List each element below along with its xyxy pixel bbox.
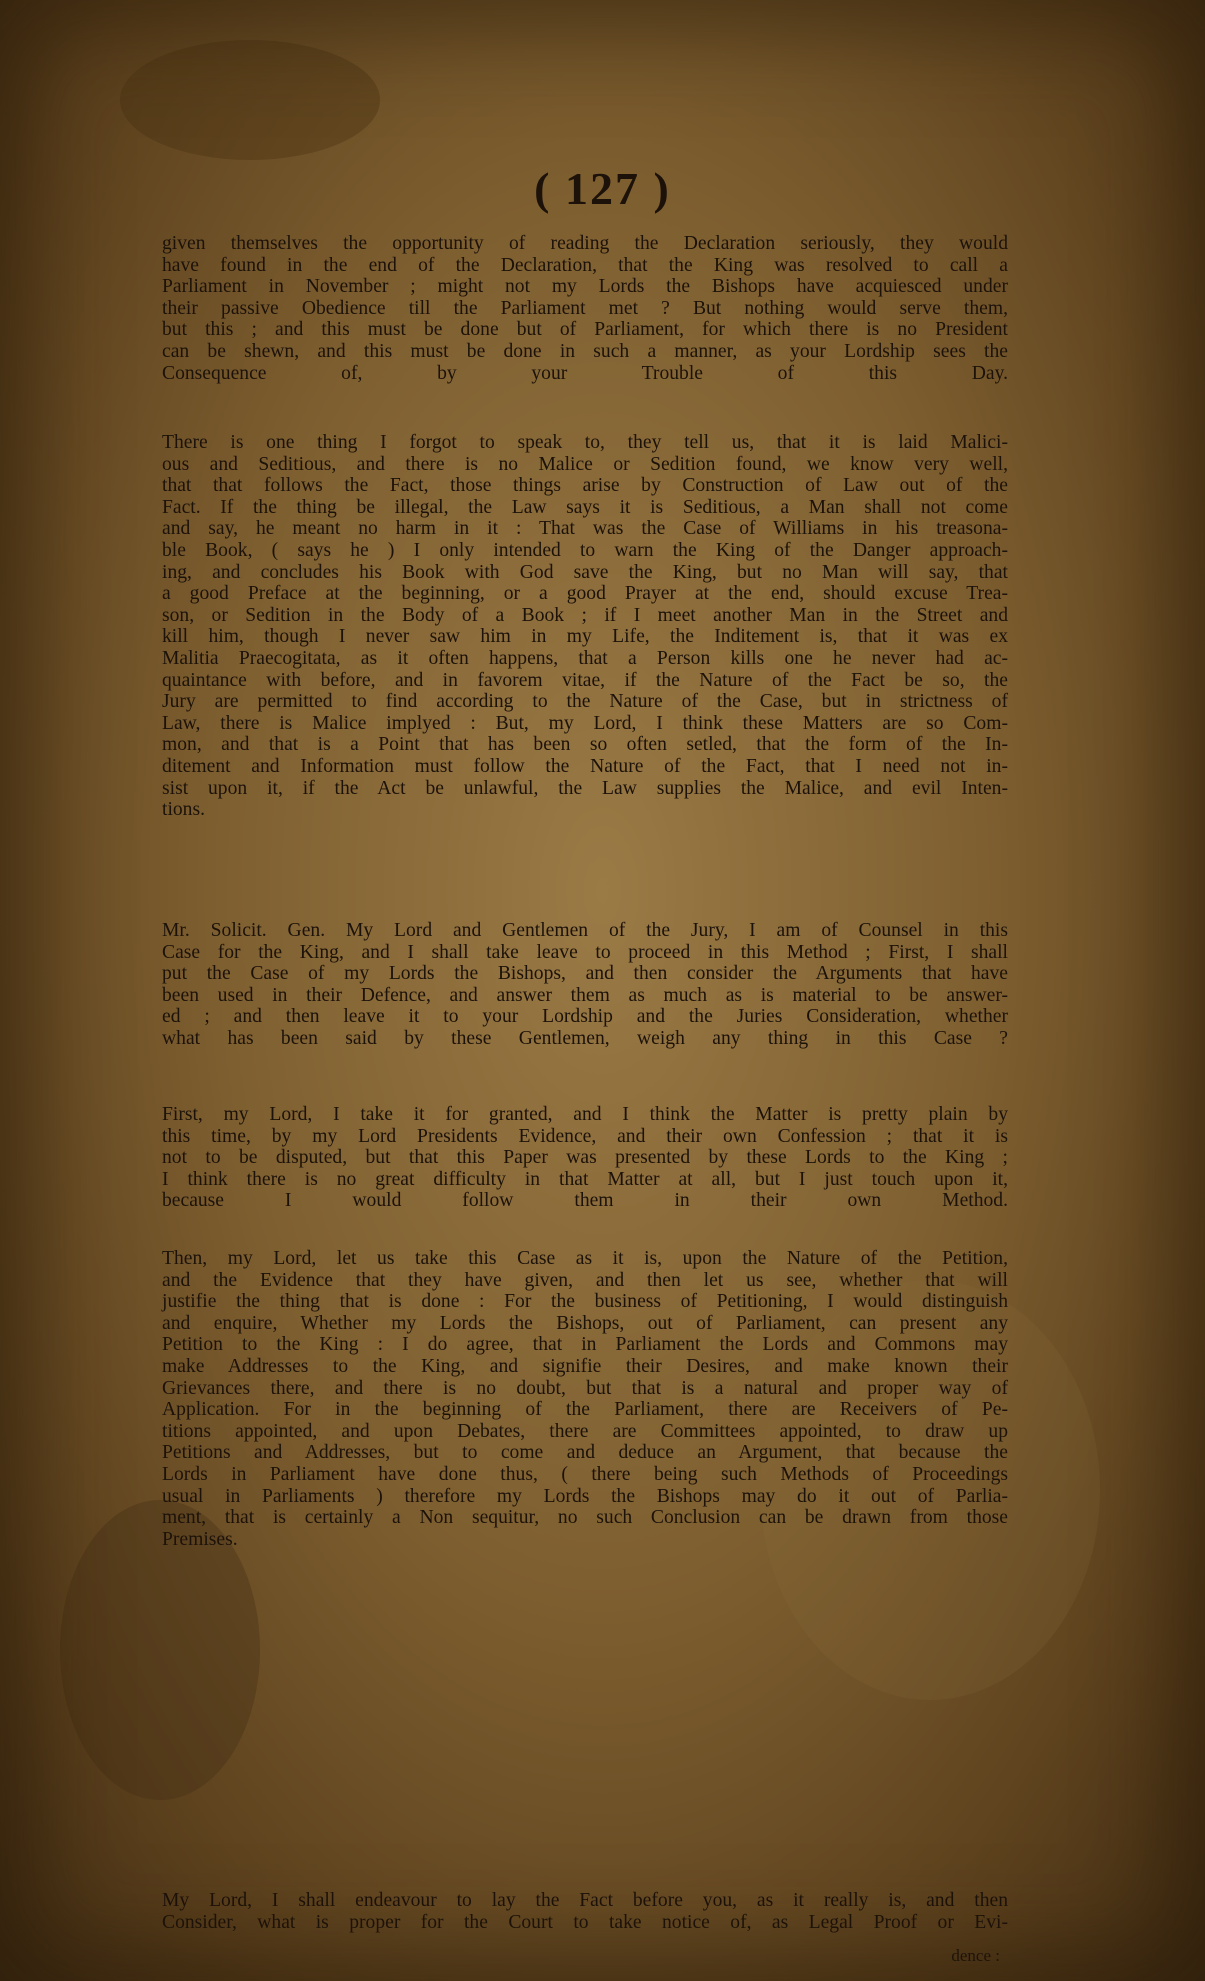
text-line: but this ; and this must be done but of Parliament, for which there is no President — [162, 319, 1008, 341]
text-line: given themselves the opportunity of reading the Declaration seriously, they would — [162, 233, 1008, 254]
text-line: Petitions and Addresses, but to come and deduce an Argument, that because the — [162, 1442, 1008, 1464]
text-line: Fact. If the thing be illegal, the Law says it is Seditious, a Man shall not come — [162, 496, 1008, 518]
paragraph — [162, 1890, 1008, 1933]
text-line: Application. For in the beginning of the Parliament, there are Receivers of Pe- — [162, 1399, 1008, 1421]
text-line: Case for the King, and I shall take leave to proceed in this Method ; First, I shall — [162, 941, 1008, 963]
text-line: and enquire, Whether my Lords the Bishops, out of Parliament, can present any — [162, 1312, 1008, 1334]
text-line: this time, by my Lord Presidents Evidence, and their own Confession ; that it is — [162, 1125, 1008, 1147]
text-line: because I would follow them in their own Method. — [162, 1190, 1008, 1212]
text-line: mon, and that is a Point that has been so often setled, that the form of the In- — [162, 734, 1008, 756]
text-line: Mr. Solicit. Gen. My Lord and Gentlemen of the Jury, I am of Counsel in this — [162, 920, 1008, 941]
text-line: First, my Lord, I take it for granted, and I think the Matter is pretty plain by — [162, 1104, 1008, 1125]
text-line: their passive Obedience till the Parliament met ? But nothing would serve them, — [162, 297, 1008, 319]
catchword: dence : — [951, 1946, 1000, 1965]
text-line: Grievances there, and there is no doubt, but that is a natural and proper way of — [162, 1377, 1008, 1399]
text-line: Lords in Parliament have done thus, ( there being such Methods of Proceedings — [162, 1463, 1008, 1485]
text-line: quaintance with before, and in favorem vitae, if the Nature of the Fact be so, the — [162, 669, 1008, 691]
text-line: and the Evidence that they have given, and then let us see, whether that will — [162, 1269, 1008, 1291]
text-line: ing, and concludes his Book with God save the King, but no Man will say, that — [162, 561, 1008, 583]
paragraph — [162, 1104, 1008, 1212]
text-line: Parliament in November ; might not my Lords the Bishops have acquiesced under — [162, 276, 1008, 298]
text-line: My Lord, I shall endeavour to lay the Fact before you, as it really is, and then — [162, 1890, 1008, 1911]
text-line: Then, my Lord, let us take this Case as it is, upon the Nature of the Petition, — [162, 1248, 1008, 1269]
text-line: put the Case of my Lords the Bishops, and then consider the Arguments that have — [162, 963, 1008, 985]
text-line: not to be disputed, but that this Paper was presented by these Lords to the King ; — [162, 1147, 1008, 1169]
text-line: son, or Sedition in the Body of a Book ; if I meet another Man in the Street and — [162, 604, 1008, 626]
text-line: can be shewn, and this must be done in such a manner, as your Lordship sees the — [162, 340, 1008, 362]
text-line: titions appointed, and upon Debates, there are Committees appointed, to draw up — [162, 1420, 1008, 1442]
text-line: kill him, though I never saw him in my Life, the Inditement is, that it was ex — [162, 626, 1008, 648]
text-line: Jury are permitted to find according to the Nature of the Case, but in strictness of — [162, 691, 1008, 713]
text-line: tions. — [162, 799, 206, 821]
text-line: that that follows the Fact, those things arise by Construction of Law out of the — [162, 475, 1008, 497]
text-line: a good Preface at the beginning, or a good Prayer at the end, should excuse Trea- — [162, 583, 1008, 605]
paragraph — [162, 1248, 1008, 1550]
text-line: ble Book, ( says he ) I only intended to warn the King of the Danger approach- — [162, 539, 1008, 561]
text-line: sist upon it, if the Act be unlawful, the Law supplies the Malice, and evil Inten- — [162, 777, 1008, 799]
paragraph — [162, 233, 1008, 384]
text-line: justifie the thing that is done : For the business of Petitioning, I would distinguish — [162, 1291, 1008, 1313]
text-line: ous and Seditious, and there is no Malice or Sedition found, we know very well, — [162, 453, 1008, 475]
text-line: Consequence of, by your Trouble of this Day. — [162, 362, 1008, 384]
paper-stain — [120, 40, 380, 160]
paragraph — [162, 920, 1008, 1050]
text-line: ditement and Information must follow the Nature of the Fact, that I need not in- — [162, 755, 1008, 777]
text-line: Consider, what is proper for the Court to take notice of, as Legal Proof or Evi- — [162, 1911, 1008, 1933]
text-line: Law, there is Malice implyed : But, my Lord, I think these Matters are so Com- — [162, 712, 1008, 734]
text-line: There is one thing I forgot to speak to, they tell us, that it is laid Malici- — [162, 432, 1008, 453]
text-line: I think there is no great difficulty in that Matter at all, but I just touch upon it, — [162, 1168, 1008, 1190]
text-line: make Addresses to the King, and signifie their Desires, and make known their — [162, 1355, 1008, 1377]
text-line: been used in their Defence, and answer them as much as is material to be answer- — [162, 984, 1008, 1006]
text-line: have found in the end of the Declaration, that the King was resolved to call a — [162, 254, 1008, 276]
text-line: and say, he meant no harm in it : That was the Case of Williams in his treasona- — [162, 518, 1008, 540]
text-line: Malitia Praecogitata, as it often happens, that a Person kills one he never had ac- — [162, 647, 1008, 669]
text-line: Premises. — [162, 1528, 238, 1550]
page-number: ( 127 ) — [534, 163, 671, 214]
text-line: Petition to the King : I do agree, that in Parliament the Lords and Commons may — [162, 1334, 1008, 1356]
text-line: ment, that is certainly a Non sequitur, no such Conclusion can be drawn from those — [162, 1507, 1008, 1529]
text-line: usual in Parliaments ) therefore my Lords the Bishops may do it out of Parlia- — [162, 1485, 1008, 1507]
text-line: what has been said by these Gentlemen, weigh any thing in this Case ? — [162, 1027, 1008, 1049]
paragraph — [162, 432, 1008, 821]
text-line: ed ; and then leave it to your Lordship and the Juries Consideration, whether — [162, 1006, 1008, 1028]
